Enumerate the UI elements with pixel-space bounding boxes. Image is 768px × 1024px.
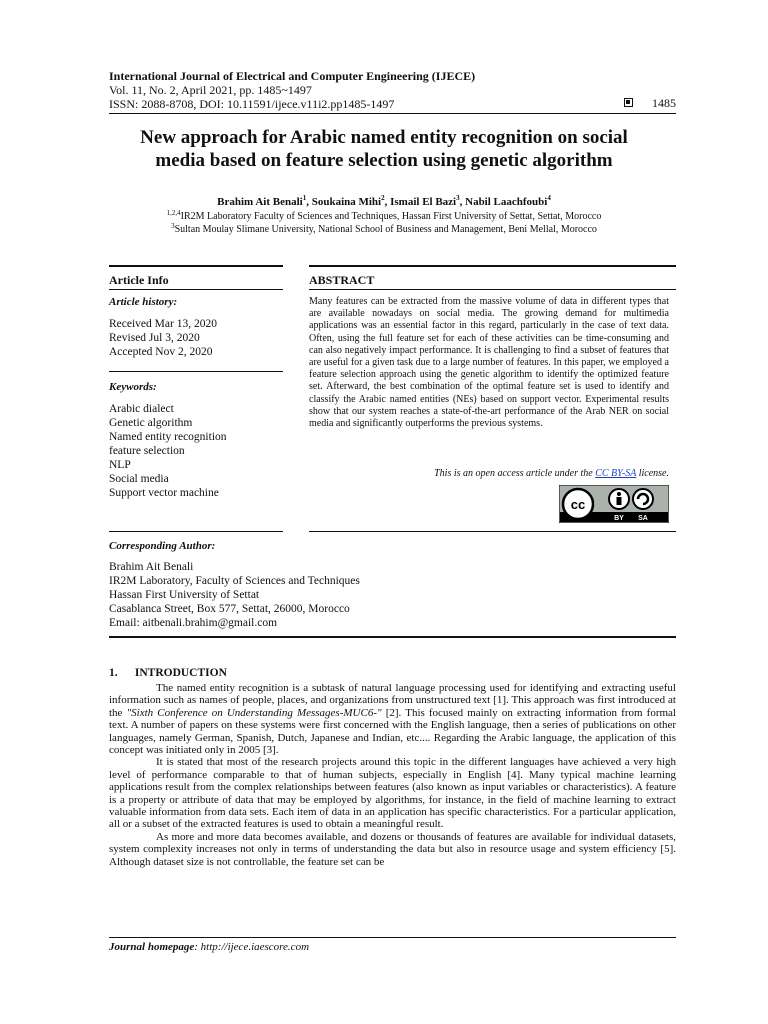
corresponding-line: Casablanca Street, Box 577, Settat, 26000, Morocco [109,603,350,615]
intro-paragraph-1 [109,682,676,756]
cc-by-sa-badge-icon[interactable] [559,485,669,523]
affiliation-text: Sultan Moulay Slimane University, National School of Business and Management, Beni Mellal, Morocco [174,224,597,235]
corresponding-line: Brahim Ait Benali [109,561,194,573]
affiliation-2 [0,224,768,235]
history-item: Revised Jul 3, 2020 [109,332,200,344]
affiliation-text: IR2M Laboratory Faculty of Sciences and Techniques, Hassan First University of Settat, Settat, Morocco [180,211,602,222]
keyword-item: Named entity recognition [109,431,227,443]
keyword-item: feature selection [109,445,185,457]
history-item: Received Mar 13, 2020 [109,318,217,330]
history-list [109,317,217,359]
issn-line: ISSN: 2088-8708, DOI: 10.11591/ijece.v11i2.pp1485-1497 [109,97,395,111]
intro-paragraph-2: It is stated that most of the research projects around this topic in the different languages have achieved a very high level of performance comparable to that of human subjects, especially in English [4]. Many typical machine learning applications result from the complex relationships between features (also known as input variables or characteristics). A feature is a property or attribute of data that may be employed by algorithms, for instance, in the field of machine learning to extract valuable information from data sets. Each item of data in an application has specific characteristics. For a particular application, all or a subset of the extracted features is used to obtain a meaningful result. [109,756,676,831]
corresponding-heading: Corresponding Author: [109,540,216,552]
svg-text:cc: cc [570,497,586,512]
open-access-prefix: This is an open access article under the [434,468,596,479]
corresponding-line: Email: aitbenali.brahim@gmail.com [109,617,278,629]
open-access-notice [309,468,669,479]
author-name: Brahim Ait Benali [217,196,303,208]
keyword-item: Arabic dialect [109,403,174,415]
keywords-rule [109,371,283,372]
article-info-top-rule [109,265,283,267]
license-link[interactable]: CC BY-SA [595,468,637,479]
keywords-list [109,402,227,500]
header-rule [109,113,676,114]
abstract-sub-rule [309,289,676,290]
corresponding-details [109,560,360,630]
author-name: Nabil Laachfoubi [465,196,548,208]
abstract-heading: ABSTRACT [309,273,375,287]
journal-homepage [109,941,309,953]
open-access-suffix: license. [636,468,669,479]
corresponding-line: IR2M Laboratory, Faculty of Sciences and Techniques [109,575,360,587]
keywords-heading: Keywords: [109,381,157,393]
intro-p1-conference: "Sixth Conference on Understanding Messages-MUC6-" [126,706,382,719]
abstract-text: Many features can be extracted from the massive volume of data in different types that are available nowadays on social media. The growing demand for multimedia applications was an essential factor in this regard, particularly in the case of text data. Often, using the full feature set for each of these activities can be time-consuming and can also negatively impact performance. It is challenging to find a subset of features that are useful for a given task due to a large number of features. In this paper, we employed a feature selection approach using the genetic algorithm to identify the optimized feature set. Afterward, the best combination of the optimal feature set is used to identify and classify the Arabic named entities (NEs) based on support vector. Experimental results show that our system reaches a state-of-the-art performance of the Arab NER on social media and significantly outperforms the previous systems. [309,296,669,430]
footer-rule [109,937,676,938]
paper-title [0,126,768,172]
title-line-2: media based on feature selection using genetic algorithm [155,150,613,171]
keyword-item: Support vector machine [109,487,219,499]
corresponding-line: Hassan First University of Settat [109,589,260,601]
author-sup: 1 [302,194,307,202]
article-info-bottom-rule [109,531,283,532]
intro-p1-start: The named entity recognition is a subtask of natural language processing used for identifying and extracting useful information such as names of people, places, and organizations from unstructured text [1]. This approach was first introduced at the [109,682,676,719]
intro-p1-end: [2]. This focused mainly on extracting information from formal text. A number of papers on these systems were first concerned with the English language, then a series of publications on other languages, namely German, Spanish, Dutch, Japanese and Indian, etc.... Regarding the Arabic language, the application of this concept was initiated only in 2005 [3]. [109,706,676,757]
affiliation-sup: 1,2,4 [166,209,181,217]
title-line-1: New approach for Arabic named entity recognition on social [140,127,628,148]
article-info-sub-rule [109,289,283,290]
square-bullet-icon [624,98,633,107]
keyword-item: NLP [109,459,131,471]
author-sup: 2 [381,194,385,202]
cc-by-label: BY [614,515,624,522]
author-list: Brahim Ait Benali$^1$, Soukaina Mihi$^2$, Ismail El Bazi$^3$, Nabil Laachfoubi$^4$ [217,194,551,208]
journal-name: International Journal of Electrical and Computer Engineering (IJECE) [109,69,476,83]
history-item: Accepted Nov 2, 2020 [109,346,213,358]
affiliation-sup: 3 [171,222,175,230]
volume-line: Vol. 11, No. 2, April 2021, pp. 1485~1497 [109,83,312,97]
homepage-url[interactable]: : http://ijece.iaescore.com [194,941,310,953]
affiliation-1 [0,211,768,222]
author-name: Ismail El Bazi [390,196,457,208]
author-name: Soukaina Mihi [311,196,382,208]
intro-paragraph-3: As more and more data becomes available, and dozens or thousands of features are available for individual datasets, system complexity increases not only in terms of understanding the data but also in resource usage and system efficiency [5]. Although dataset size is not controllable, the feature set can be [109,830,676,868]
abstract-bottom-rule [309,531,676,532]
page-number: 1485 [652,96,676,110]
corresponding-bottom-rule [109,636,676,638]
article-info-heading: Article Info [109,273,169,287]
introduction-body [109,682,676,868]
keyword-item: Genetic algorithm [109,417,193,429]
author-sup: 3 [456,194,460,202]
keyword-item: Social media [109,473,169,485]
cc-sa-label: SA [638,515,648,522]
introduction-heading: 1. INTRODUCTION [109,667,227,679]
abstract-top-rule [309,265,676,267]
homepage-label: Journal homepage [109,941,195,953]
author-sup: 4 [547,194,551,202]
history-heading: Article history: [109,296,178,308]
